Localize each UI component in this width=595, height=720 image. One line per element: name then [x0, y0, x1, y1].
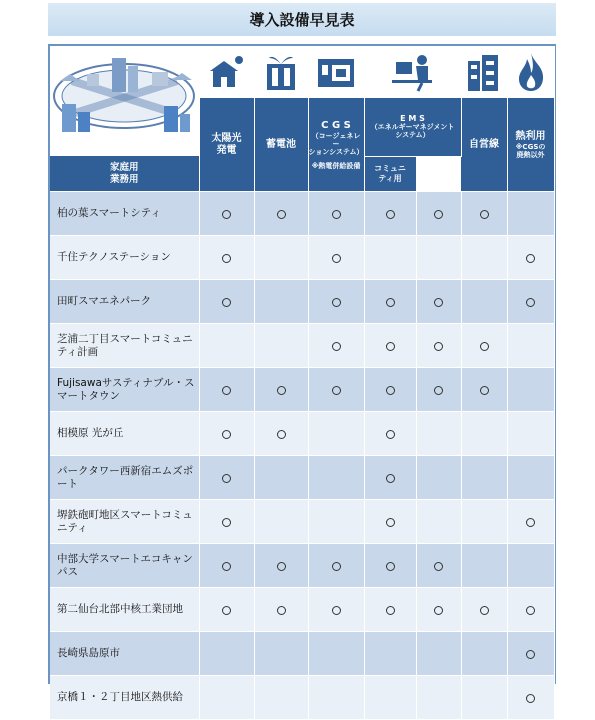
cell-ems-home [364, 632, 416, 676]
check-mark [277, 562, 286, 571]
col-ems-community: コミュニ ティ用 [364, 156, 416, 192]
cell-private-line [461, 588, 507, 632]
col-ems: E M S （エネルギーマネジメント システム） [364, 98, 461, 156]
check-mark [526, 254, 535, 263]
site-name: 京橋１・２丁目地区熱供給 [50, 676, 199, 720]
house-solar-icon [199, 46, 254, 98]
check-mark [526, 650, 535, 659]
smart-city-illustration [50, 46, 199, 156]
cell-battery [254, 236, 308, 280]
cell-cgs [308, 412, 364, 456]
page-title: 導入設備早見表 [48, 3, 556, 36]
cell-ems-community [416, 456, 461, 500]
cell-ems-home [364, 412, 416, 456]
transmission-tower-icon [461, 46, 507, 98]
check-mark [386, 298, 395, 307]
cell-private-line [461, 456, 507, 500]
cell-cgs [308, 236, 364, 280]
cell-solar [199, 676, 254, 720]
cell-ems-community [416, 412, 461, 456]
check-mark [386, 386, 395, 395]
check-mark [332, 562, 341, 571]
cell-solar [199, 368, 254, 412]
cell-solar [199, 632, 254, 676]
check-mark [434, 342, 443, 351]
cell-heat [507, 632, 554, 676]
check-mark [222, 606, 231, 615]
cell-private-line [461, 500, 507, 544]
check-mark [434, 210, 443, 219]
check-mark [222, 210, 231, 219]
check-mark [222, 474, 231, 483]
cell-solar [199, 236, 254, 280]
site-name: 長崎県島原市 [50, 632, 199, 676]
check-mark [434, 606, 443, 615]
cell-heat [507, 676, 554, 720]
cell-heat [507, 412, 554, 456]
check-mark [222, 254, 231, 263]
cell-heat [507, 500, 554, 544]
cell-solar [199, 456, 254, 500]
check-mark [526, 606, 535, 615]
equipment-table [50, 46, 555, 720]
worker-computer-icon [364, 46, 461, 98]
cell-private-line [461, 676, 507, 720]
cell-solar [199, 324, 254, 368]
check-mark [277, 210, 286, 219]
cell-battery [254, 544, 308, 588]
cell-solar [199, 280, 254, 324]
table-row [50, 500, 554, 544]
check-mark [386, 430, 395, 439]
cell-ems-community [416, 192, 461, 236]
check-mark [386, 562, 395, 571]
cell-battery [254, 456, 308, 500]
cell-heat [507, 192, 554, 236]
cell-cgs [308, 324, 364, 368]
cell-ems-home [364, 500, 416, 544]
cell-ems-home [364, 456, 416, 500]
site-name: パークタワー西新宿エムズポート [50, 456, 199, 500]
cell-battery [254, 676, 308, 720]
cell-battery [254, 192, 308, 236]
table-row [50, 632, 554, 676]
table-row [50, 588, 554, 632]
check-mark [277, 606, 286, 615]
cell-battery [254, 500, 308, 544]
table-row [50, 412, 554, 456]
cell-ems-home [364, 324, 416, 368]
table-row [50, 368, 554, 412]
cell-cgs [308, 544, 364, 588]
check-mark [386, 210, 395, 219]
table-row [50, 236, 554, 280]
cell-private-line [461, 544, 507, 588]
cell-battery [254, 324, 308, 368]
table-row [50, 280, 554, 324]
cell-cgs [308, 280, 364, 324]
cell-private-line [461, 368, 507, 412]
table-row [50, 456, 554, 500]
cell-solar [199, 192, 254, 236]
site-name: 柏の葉スマートシティ [50, 192, 199, 236]
check-mark [332, 386, 341, 395]
cell-ems-community [416, 676, 461, 720]
check-mark [222, 386, 231, 395]
cell-private-line [461, 412, 507, 456]
equipment-table-frame [48, 44, 556, 703]
cell-solar [199, 412, 254, 456]
cell-ems-community [416, 324, 461, 368]
cell-ems-home [364, 676, 416, 720]
cell-ems-home [364, 236, 416, 280]
cell-ems-community [416, 632, 461, 676]
cell-ems-community [416, 500, 461, 544]
cell-ems-community [416, 588, 461, 632]
col-battery: 蓄電池 [254, 98, 308, 192]
cell-solar [199, 588, 254, 632]
check-mark [434, 298, 443, 307]
check-mark [386, 606, 395, 615]
col-heat: 熱利用 ※CGSの 廃熱以外 [507, 98, 554, 192]
check-mark [332, 606, 341, 615]
cell-ems-home [364, 588, 416, 632]
cell-solar [199, 500, 254, 544]
cell-heat [507, 456, 554, 500]
col-private-line: 自営線 [461, 98, 507, 192]
cell-private-line [461, 192, 507, 236]
check-mark [332, 254, 341, 263]
col-solar: 太陽光 発電 [199, 98, 254, 192]
check-mark [277, 430, 286, 439]
cell-battery [254, 368, 308, 412]
cell-private-line [461, 324, 507, 368]
site-name: 中部大学スマートエコキャンパス [50, 544, 199, 588]
battery-icon [254, 46, 308, 98]
cell-battery [254, 412, 308, 456]
check-mark [480, 342, 489, 351]
col-cgs: C G S （コージェネレー ションシステム） ※熱電併給設備 [308, 98, 364, 192]
cell-solar [199, 544, 254, 588]
check-mark [480, 210, 489, 219]
site-name: 田町スマエネパーク [50, 280, 199, 324]
cell-battery [254, 588, 308, 632]
cell-ems-community [416, 368, 461, 412]
cell-heat [507, 588, 554, 632]
table-row [50, 192, 554, 236]
site-name: 芝浦二丁目スマートコミュニティ計画 [50, 324, 199, 368]
table-row [50, 544, 554, 588]
check-mark [386, 518, 395, 527]
cell-ems-community [416, 280, 461, 324]
cell-private-line [461, 632, 507, 676]
table-row [50, 324, 554, 368]
cell-ems-home [364, 280, 416, 324]
cell-battery [254, 280, 308, 324]
check-mark [332, 298, 341, 307]
cell-ems-home [364, 368, 416, 412]
cell-private-line [461, 236, 507, 280]
table-row [50, 676, 554, 720]
check-mark [332, 210, 341, 219]
site-name: 千住テクノステーション [50, 236, 199, 280]
cell-cgs [308, 456, 364, 500]
cell-ems-home [364, 544, 416, 588]
cell-cgs [308, 192, 364, 236]
cell-cgs [308, 500, 364, 544]
cell-cgs [308, 676, 364, 720]
check-mark [386, 474, 395, 483]
check-mark [526, 694, 535, 703]
cell-cgs [308, 368, 364, 412]
cell-cgs [308, 588, 364, 632]
cell-heat [507, 544, 554, 588]
check-mark [480, 606, 489, 615]
cell-cgs [308, 632, 364, 676]
cell-heat [507, 280, 554, 324]
site-name: 堺鉄砲町地区スマートコミュニティ [50, 500, 199, 544]
flame-icon [507, 46, 554, 98]
check-mark [222, 518, 231, 527]
check-mark [526, 298, 535, 307]
cell-heat [507, 236, 554, 280]
check-mark [526, 518, 535, 527]
check-mark [222, 298, 231, 307]
col-ems-home: 家庭用 業務用 [50, 156, 199, 192]
cell-heat [507, 324, 554, 368]
cgs-generator-icon [308, 46, 364, 98]
check-mark [480, 386, 489, 395]
check-mark [434, 386, 443, 395]
check-mark [332, 342, 341, 351]
cell-ems-community [416, 544, 461, 588]
site-name: Fujisawaサスティナブル・スマートタウン [50, 368, 199, 412]
cell-ems-community [416, 236, 461, 280]
cell-ems-home [364, 192, 416, 236]
site-name: 第二仙台北部中核工業団地 [50, 588, 199, 632]
check-mark [277, 386, 286, 395]
cell-battery [254, 632, 308, 676]
check-mark [386, 342, 395, 351]
cell-heat [507, 368, 554, 412]
check-mark [222, 562, 231, 571]
cell-private-line [461, 280, 507, 324]
check-mark [434, 562, 443, 571]
check-mark [222, 430, 231, 439]
site-name: 相模原 光が丘 [50, 412, 199, 456]
